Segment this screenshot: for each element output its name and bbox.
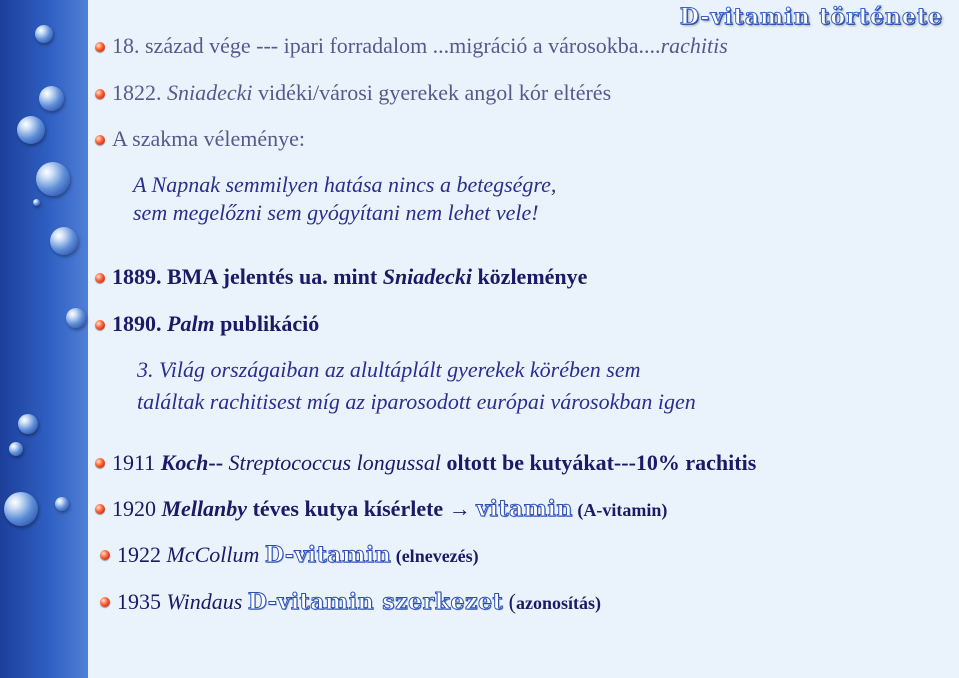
bubble-icon [50,227,78,255]
bubble-icon [33,199,40,206]
text: D-vitamin szerkezet [247,589,504,615]
bubble-icon [55,497,69,511]
bullet-icon [95,273,105,283]
world-line-2: találtak rachitisest míg az iparosodott európai városokban igen [137,389,696,414]
text: (A-vitamin) [572,500,668,520]
text: vidéki/városi gyerekek angol kór eltérés [252,80,612,105]
line-1890 [112,311,319,337]
line-1911 [112,450,756,476]
bullet-icon [100,550,110,560]
quote-line-2: sem megelőzni sem gyógyítani nem lehet vele! [133,200,539,225]
bullet-icon [95,458,105,468]
bubble-icon [18,414,38,434]
line-1935 [117,589,601,615]
text: Streptococcus longussal [228,450,441,475]
text: McCollum [166,542,260,567]
bubble-icon [17,116,45,144]
bullet-icon [95,89,105,99]
text: Mellanby [161,496,248,521]
line-1922 [117,542,479,568]
bubble-icon [35,25,53,43]
text: téves kutya kísérlete [247,496,449,521]
line-1889 [112,264,587,290]
text: (elnevezés) [391,546,479,566]
text: Sniadecki [382,264,472,289]
bullet-icon [95,42,105,52]
text: 1890. [112,311,167,336]
bubble-icon [4,492,38,526]
text: ( [503,589,516,614]
bullet-icon [100,597,110,607]
text: vitamin [476,496,573,522]
arrow-icon: → [448,496,471,521]
quote-line-1: A Napnak semmilyen hatása nincs a betegségre, [133,172,557,197]
text: D-vitamin [264,542,392,568]
line-18th-century [112,33,728,59]
text: Koch [160,450,209,475]
text: Sniadecki [167,80,253,105]
text: rachitis [660,33,728,58]
world-line-1: 3. Világ országaiban az alultáplált gyerekek körében sem [137,357,641,382]
text: 1935 [117,589,167,614]
text: 1822. [112,80,167,105]
text: 1922 [117,542,167,567]
bullet-icon [95,320,105,330]
text: közleménye [471,264,588,289]
text: Palm [167,311,215,336]
text: -- [208,450,229,475]
text: oltott be kutyákat---10% rachitis [440,450,757,475]
text: Windaus [166,589,243,614]
bullet-icon [95,135,105,145]
bubble-icon [39,86,64,111]
bullet-icon [95,504,105,514]
line-1822 [112,80,611,106]
text: 1889. BMA jelentés ua. mint [112,264,383,289]
text: 18. század vége --- ipari forradalom ...migráció a városokba.... [112,33,661,58]
text: 1920 [112,496,162,521]
text: azonosítás) [515,593,601,613]
bubble-icon [66,308,86,328]
line-1920 [112,496,667,522]
line-profession-opinion: A szakma véleménye: [112,126,306,151]
bubble-icon [36,162,70,196]
text: 1911 [112,450,161,475]
slide-title: D-vitamin története [679,4,943,30]
bubble-icon [9,442,23,456]
text: publikáció [214,311,320,336]
